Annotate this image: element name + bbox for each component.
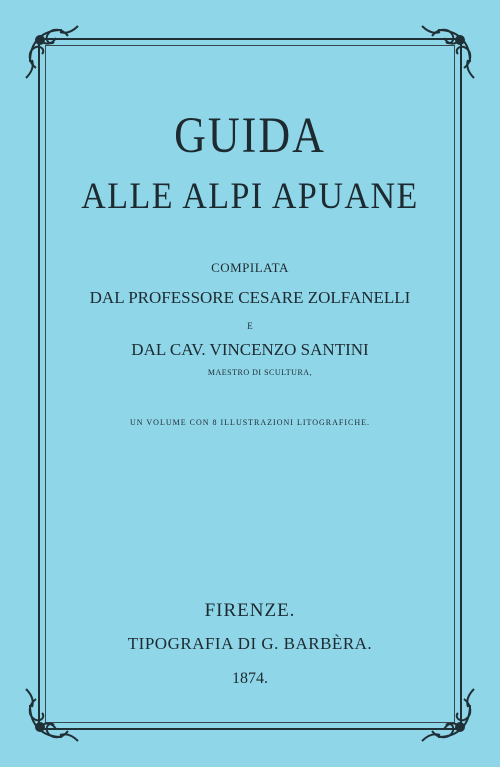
author-one: DAL PROFESSORE CESARE ZOLFANELLI	[89, 288, 411, 307]
corner-ornament-bottom-right	[416, 683, 478, 745]
illustrations-note: UN VOLUME CON 8 ILLUSTRAZIONI LITOGRAFICHE.	[129, 418, 371, 427]
author-two: DAL CAV. VINCENZO SANTINI	[131, 340, 369, 359]
publication-city: FIRENZE.	[204, 600, 296, 621]
author-two-role: MAESTRO DI SCULTURA,	[207, 368, 313, 377]
author-conjunction: E	[247, 321, 253, 331]
book-subtitle: ALLE ALPI APUANE	[81, 176, 419, 217]
corner-ornament-top-right	[416, 22, 478, 84]
printer-name: TIPOGRAFIA DI G. BARBÈRA.	[127, 634, 373, 653]
publication-year: 1874.	[232, 670, 268, 687]
corner-ornament-bottom-left	[22, 683, 84, 745]
compiled-by-label: COMPILATA	[211, 260, 289, 275]
book-title: GUIDA	[174, 107, 326, 164]
corner-ornament-top-left	[22, 22, 84, 84]
